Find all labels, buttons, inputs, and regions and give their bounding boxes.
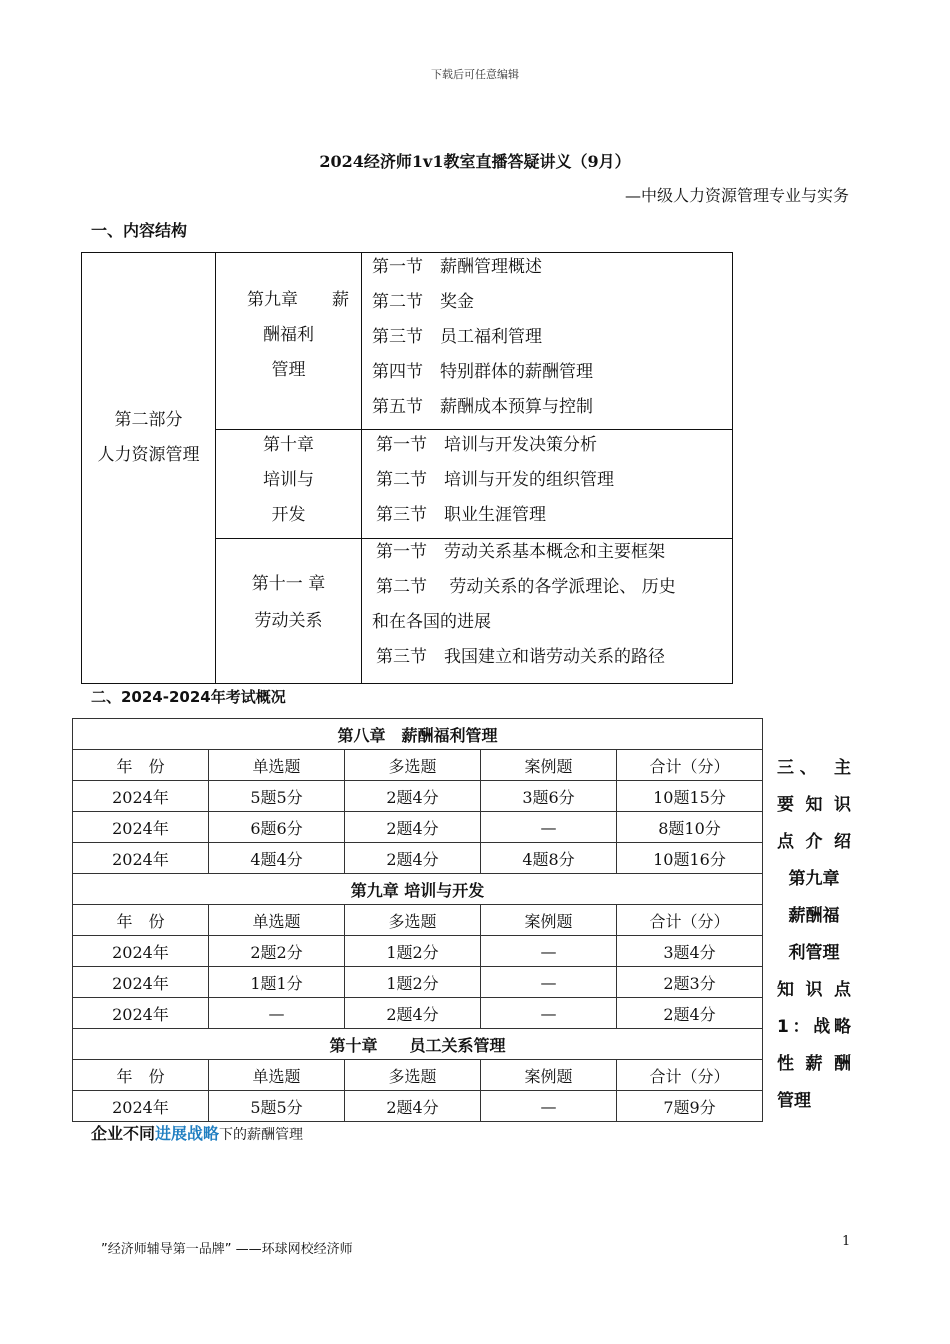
table-cell: 2024年 [73,1091,209,1122]
page-subtitle: —中级人力资源管理专业与实务 [624,186,849,205]
side-text-line: 三、 主 [777,758,851,778]
table-cell: 2024年 [73,812,209,843]
table-cell: 10题15分 [617,781,763,812]
column-header: 年 份 [73,905,209,936]
section-list [376,428,614,533]
section-item: 第二节 奖金 [372,292,474,312]
side-text-line: 利管理 [788,943,840,963]
body-text-part: 下的薪酬管理 [219,1127,304,1143]
table-cell: 2024年 [73,998,209,1029]
column-header: 合计（分） [617,750,763,781]
table-row [73,812,763,843]
side-text-line: 薪酬福 [788,906,840,926]
chapter-title-line: 劳动关系 [254,611,323,631]
chapter-title-line: 第十章 [263,435,314,455]
table-cell: 2题3分 [617,967,763,998]
table-cell: 4题8分 [481,843,617,874]
page-number: 1 [842,1234,851,1249]
table-cell: 2024年 [73,936,209,967]
table-cell: 2题4分 [345,843,481,874]
column-header: 年 份 [73,1060,209,1091]
part-label [82,403,215,473]
header-row [73,750,763,781]
section-list [372,250,593,425]
table-cell: 2题2分 [209,936,345,967]
section-item: 第一节 薪酬管理概述 [372,257,542,277]
column-header: 合计（分） [617,905,763,936]
table-cell: 2024年 [73,843,209,874]
page-title: 2024经济师1v1教室直播答疑讲义（9月） [319,152,631,171]
chapter-title-line: 酬福利 [263,325,314,345]
structure-table [81,252,733,684]
table-cell: 1题2分 [345,936,481,967]
table-row [73,1091,763,1122]
side-text-line: 第九章 [788,869,840,889]
section-item: 第三节 我国建立和谐劳动关系的路径 [376,647,665,667]
table-cell: 2题4分 [617,998,763,1029]
table-row [73,967,763,998]
table-row [73,843,763,874]
table-cell: 2题4分 [345,812,481,843]
table-cell: 8题10分 [617,812,763,843]
section-item: 第三节 员工福利管理 [372,327,542,347]
column-header: 案例题 [481,1060,617,1091]
table-cell: — [481,1091,617,1122]
table-cell: 2题4分 [345,781,481,812]
section-item: 和在各国的进展 [372,612,491,632]
section-item: 第一节 劳动关系基本概念和主要框架 [376,542,665,562]
chapter-title-row [73,1029,763,1060]
table-row [73,998,763,1029]
exam-chapter-title: 第十章 员工关系管理 [73,1029,763,1060]
table-cell: 7题9分 [617,1091,763,1122]
footer: ”经济师辅导第一品牌” ——环球网校经济师 [101,1242,353,1257]
table-cell: — [481,967,617,998]
divider [361,253,362,683]
section-list [372,535,676,675]
table-row [73,781,763,812]
column-header: 案例题 [481,905,617,936]
table-cell: 2024年 [73,967,209,998]
table-cell: 1题2分 [345,967,481,998]
table-cell: — [209,998,345,1029]
section-heading-structure: 一、内容结构 [91,221,188,240]
header-note: 下载后可任意编辑 [431,68,519,81]
table-cell: — [481,998,617,1029]
header-row [73,905,763,936]
column-header: 多选题 [345,1060,481,1091]
section-item: 第二节 培训与开发的组织管理 [376,470,614,490]
column-header: 年 份 [73,750,209,781]
chapter-title-line: 开发 [271,505,306,525]
chapter-title-line: 管理 [271,360,306,380]
table-cell: 2024年 [73,781,209,812]
exam-table-body [73,719,763,1122]
chapter-title [216,566,361,640]
table-cell: 5题5分 [209,1091,345,1122]
table-cell: 3题6分 [481,781,617,812]
side-text-line: 性薪酬 [777,1054,851,1074]
column-header: 单选题 [209,905,345,936]
column-header: 多选题 [345,905,481,936]
table-cell: — [481,812,617,843]
chapter-title-line: 第九章 薪 [247,290,349,310]
table-cell: 6题6分 [209,812,345,843]
body-text-part: 企业不同 [91,1124,156,1143]
column-header: 单选题 [209,750,345,781]
table-cell: 2题4分 [345,1091,481,1122]
column-header: 单选题 [209,1060,345,1091]
chapter-title-line: 第十一 章 [251,574,326,594]
column-header: 多选题 [345,750,481,781]
section-item: 第四节 特别群体的薪酬管理 [372,362,593,382]
side-text-line: 管理 [777,1091,811,1111]
table-cell: 2题4分 [345,998,481,1029]
side-text-line: 1：战略 [777,1017,851,1037]
table-cell: 3题4分 [617,936,763,967]
column-header: 案例题 [481,750,617,781]
exam-chapter-title: 第九章 培训与开发 [73,874,763,905]
chapter-title-row [73,874,763,905]
side-text-line: 要知识 [777,795,851,815]
exam-chapter-title: 第八章 薪酬福利管理 [73,719,763,750]
section-heading-exam: 二、2024-2024年考试概况 [91,688,286,706]
section-item: 第三节 职业生涯管理 [376,505,546,525]
section-item: 第一节 培训与开发决策分析 [376,435,597,455]
section-item: 第五节 薪酬成本预算与控制 [372,397,593,417]
chapter-title [216,428,361,533]
table-cell: 1题1分 [209,967,345,998]
side-text-line: 知识点 [777,980,851,1000]
part-label-line: 人力资源管理 [97,445,200,465]
part-label-line: 第二部分 [114,410,183,430]
column-header: 合计（分） [617,1060,763,1091]
table-cell: — [481,936,617,967]
section-item: 第二节 劳动关系的各学派理论、 历史 [376,577,676,597]
chapter-title-line: 培训与 [263,470,314,490]
table-cell: 4题4分 [209,843,345,874]
highlight-link[interactable]: 进展战略 [155,1124,220,1143]
table-cell: 5题5分 [209,781,345,812]
side-text-line: 点介绍 [777,832,851,852]
side-text [777,750,851,1120]
header-row [73,1060,763,1091]
table-row [73,936,763,967]
chapter-title-row [73,719,763,750]
body-text [91,1121,303,1144]
table-cell: 10题16分 [617,843,763,874]
chapter-title [216,283,361,388]
exam-table [72,718,763,1122]
